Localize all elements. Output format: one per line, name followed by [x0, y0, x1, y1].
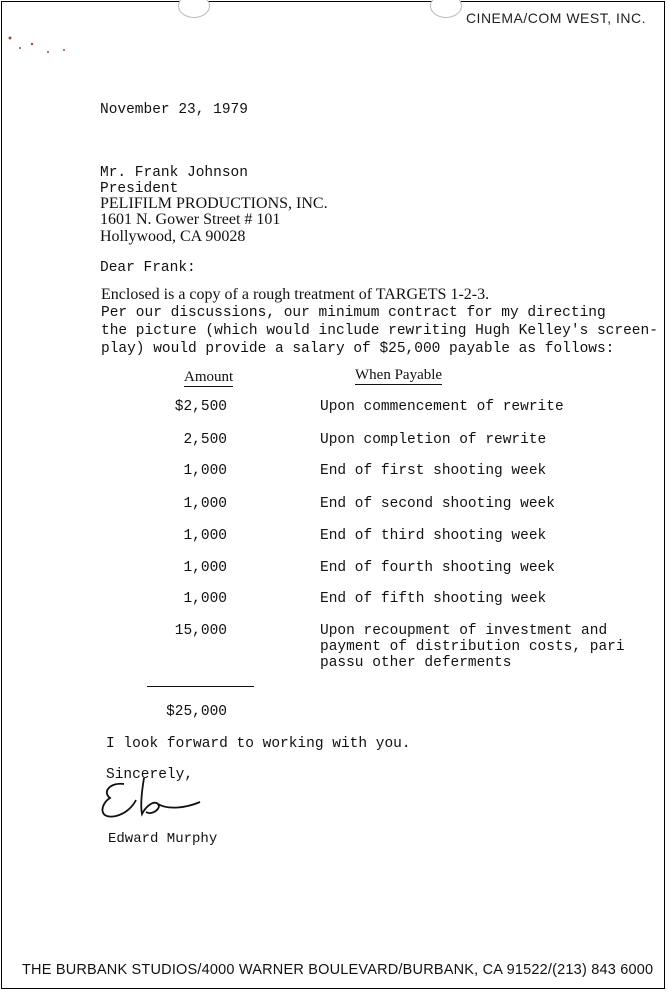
payment-amount: 2,500	[183, 432, 227, 448]
payment-amount: 1,000	[183, 496, 227, 512]
total-rule	[147, 686, 254, 687]
payment-when	[320, 432, 546, 448]
payment-when-line: End of first shooting week	[320, 463, 547, 479]
payment-when-line: Upon completion of rewrite	[320, 432, 547, 448]
salutation: Dear Frank:	[100, 260, 196, 276]
payment-when-line: payment of distribution costs, pari	[320, 639, 625, 655]
payment-amount: 1,000	[183, 463, 227, 479]
page-frame	[1, 1, 665, 989]
body-line: play) would provide a salary of $25,000 payable as follows:	[101, 341, 615, 357]
payment-when-line: End of fourth shooting week	[320, 560, 555, 576]
payment-amount: 1,000	[183, 560, 227, 576]
payment-when-line: Upon recoupment of investment and	[320, 623, 608, 639]
signer-name: Edward Murphy	[108, 831, 218, 847]
recipient-company: PELIFILM PRODUCTIONS, INC.	[100, 195, 328, 212]
payment-amount: 1,000	[183, 528, 227, 544]
footer-address: THE BURBANK STUDIOS/4000 WARNER BOULEVARD/BURBANK, CA 91522/(213) 843 6000	[22, 962, 654, 978]
payment-when	[320, 560, 555, 576]
payment-when	[320, 399, 564, 415]
body-paragraph	[101, 286, 658, 358]
payment-when-line: passu other deferments	[320, 655, 512, 671]
payment-when	[320, 463, 546, 479]
payment-when-line: End of second shooting week	[320, 496, 555, 512]
letter-date: November 23, 1979	[100, 102, 248, 118]
body-line: Enclosed is a copy of a rough treatment of TARGETS 1-2-3.	[101, 286, 490, 303]
payment-when-line: Upon commencement of rewrite	[320, 399, 564, 415]
signature	[96, 776, 216, 826]
payment-when-line: End of fifth shooting week	[320, 591, 547, 607]
paper-specks	[4, 30, 74, 60]
payment-when	[320, 496, 555, 512]
recipient-city: Hollywood, CA 90028	[100, 228, 246, 245]
payment-when	[320, 528, 546, 544]
recipient-title: President	[100, 181, 179, 197]
payment-amount: $2,500	[174, 399, 227, 415]
payment-amount: 15,000	[174, 623, 227, 639]
body-line: the picture (which would include rewriting Hugh Kelley's screen-	[101, 323, 658, 339]
recipient-name: Mr. Frank Johnson	[100, 165, 248, 181]
payment-amount: 1,000	[183, 591, 227, 607]
letterhead: CINEMA/COM WEST, INC.	[465, 10, 646, 26]
closing-line: I look forward to working with you.	[106, 736, 411, 752]
when-payable-header: When Payable	[355, 367, 443, 383]
amount-header: Amount	[184, 369, 234, 385]
payment-when	[320, 591, 546, 607]
closing: Sincerely,	[106, 767, 194, 783]
payment-when	[320, 623, 625, 671]
payment-when-line: End of third shooting week	[320, 528, 547, 544]
total-amount: $25,000	[166, 704, 227, 720]
recipient-street: 1601 N. Gower Street # 101	[100, 211, 281, 228]
body-line: Per our discussions, our minimum contract for my directing	[101, 305, 606, 321]
